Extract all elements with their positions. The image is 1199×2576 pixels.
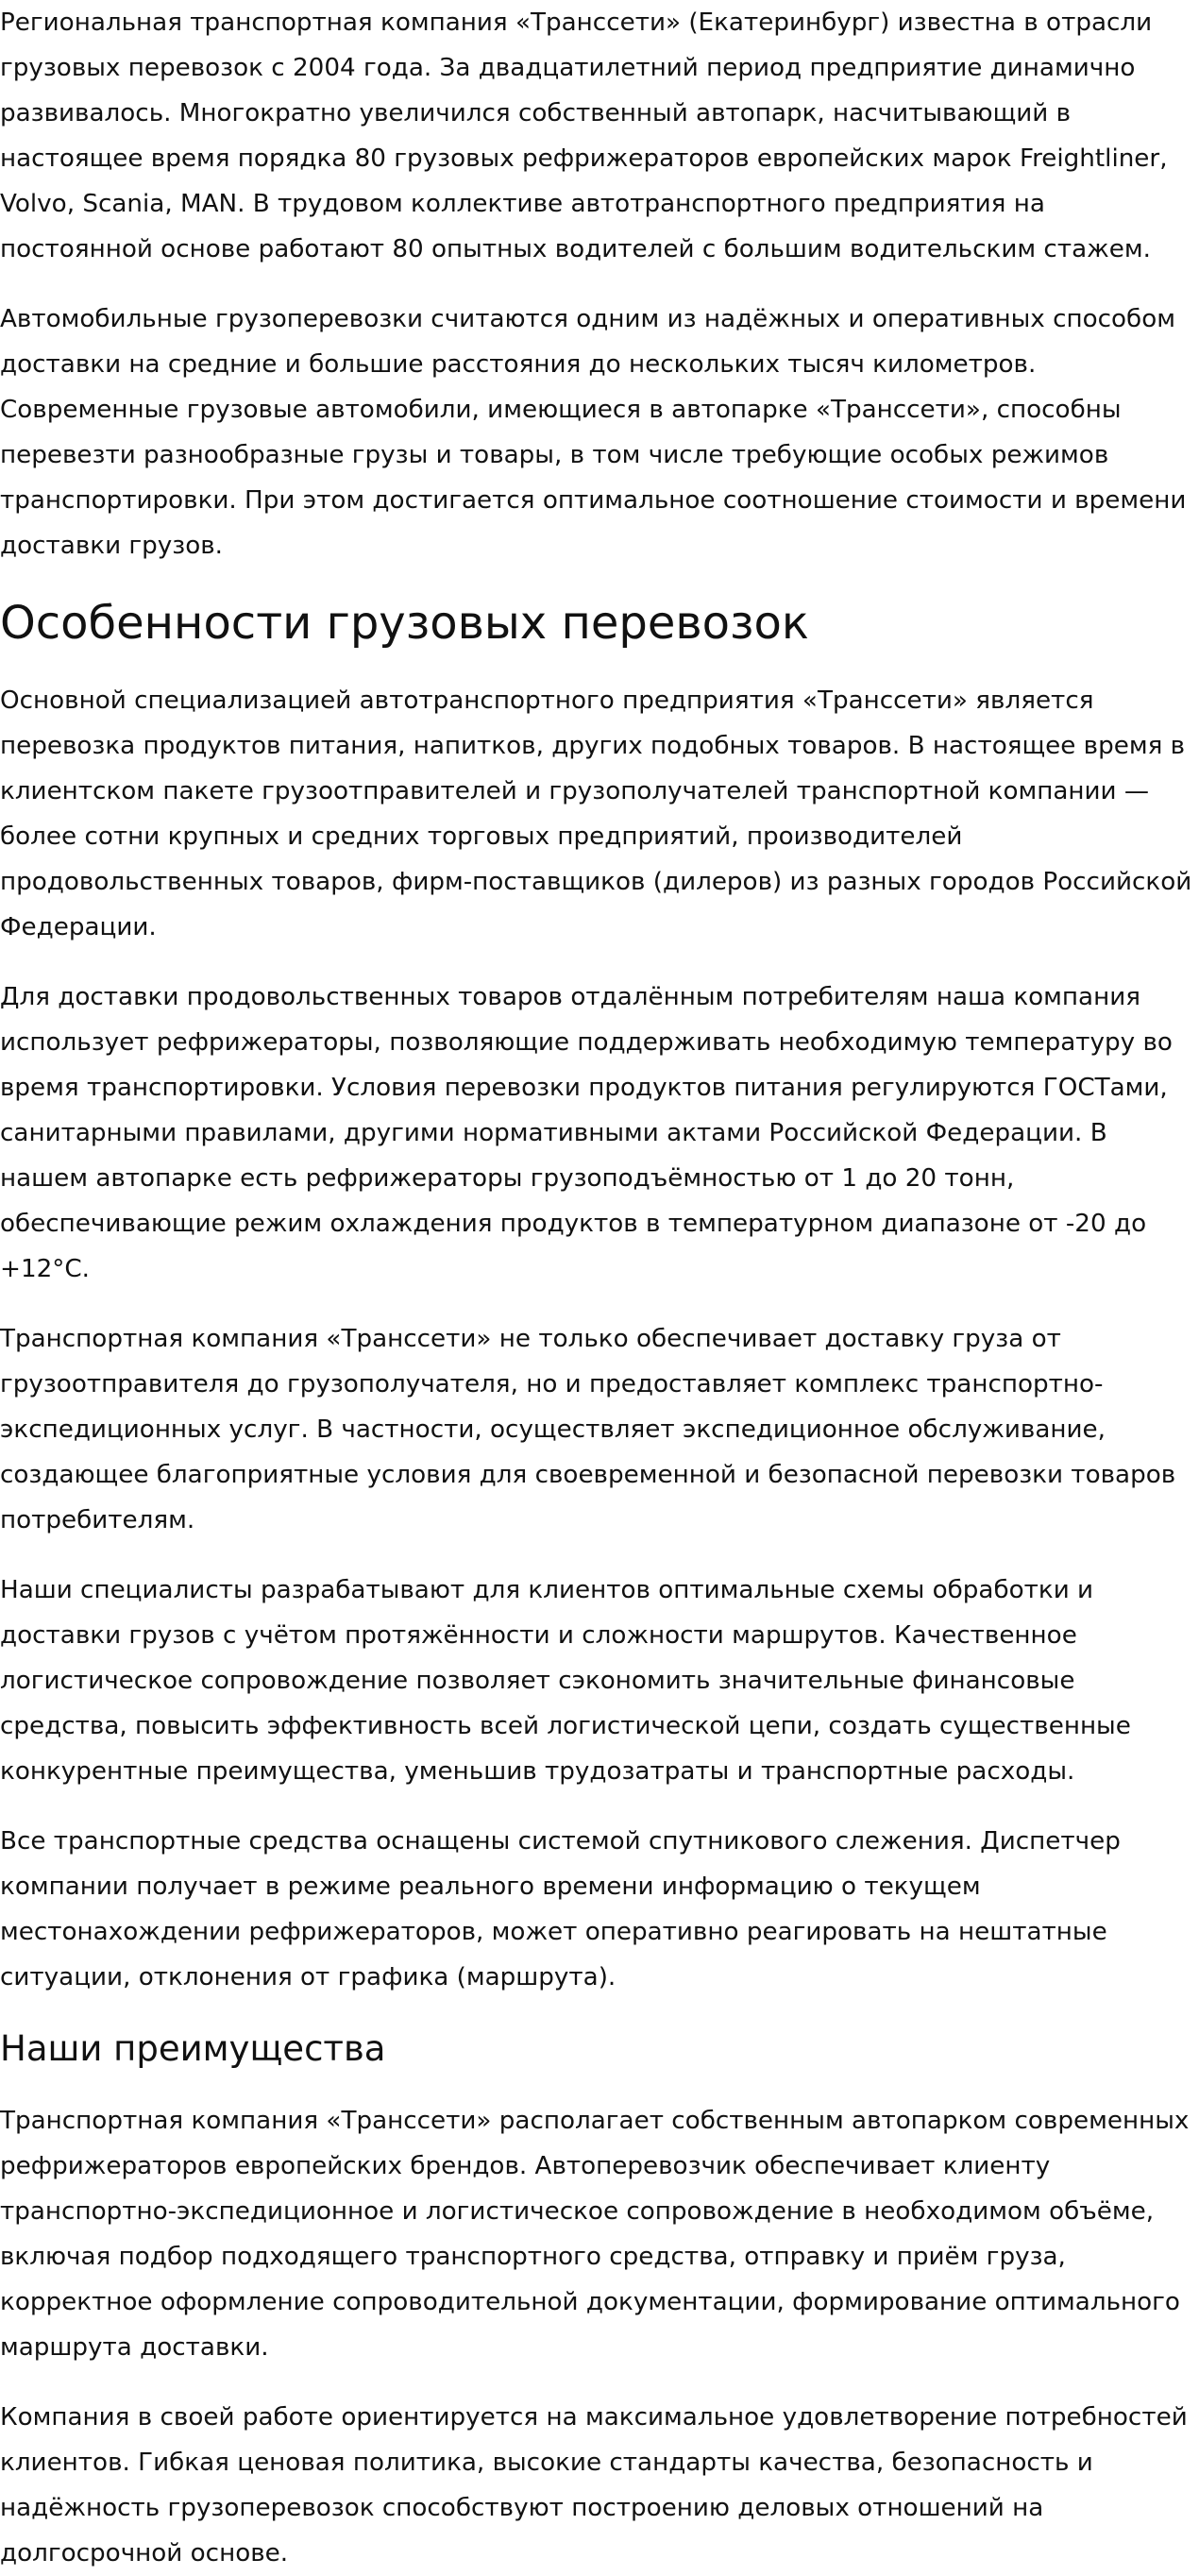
- intro-paragraph-2: Автомобильные грузоперевозки считаются одним из надёжных и оперативных способом доставки на средние и большие расстояния до нескольких тысяч километров. Современные грузовые автомобили, имеющиеся в автопарке «Транссети», способны перевезти разнообразные грузы и товары, в том числе требующие особых режимов транспортировки. При этом достигается оптимальное соотношение стоимости и времени доставки грузов.: [0, 305, 1187, 560]
- features-paragraph-2: Для доставки продовольственных товаров отдалённым потребителям наша компания использует рефрижераторы, позволяющие поддерживать необходимую температуру во время транспортировки. Условия перевозки продуктов питания регулируются ГОСТами, санитарными правилами, другими нормативными актами Российской Федерации. В нашем автопарке есть рефрижераторы грузоподъёмностью от 1 до 20 тонн, обеспечивающие режим охлаждения продуктов в температурном диапазоне от -20 до +12°C.: [0, 983, 1173, 1283]
- features-paragraph-5: Все транспортные средства оснащены системой спутникового слежения. Диспетчер компании получает в режиме реального времени информацию о текущем местонахождении рефрижераторов, может оперативно реагировать на нештатные ситуации, отклонения от графика (маршрута).: [0, 1827, 1121, 1991]
- advantages-paragraph-1: Транспортная компания «Транссети» располагает собственным автопарком современных рефрижераторов европейских брендов. Автоперевозчик обеспечивает клиенту транспортно-экспедиционное и логистическое сопровождение в необходимом объёме, включая подбор подходящего транспортного средства, отправку и приём груза, корректное оформление сопроводительной документации, формирование оптимального маршрута доставки.: [0, 2107, 1190, 2362]
- advantages-paragraph-2: Компания в своей работе ориентируется на максимальное удовлетворение потребностей клиентов. Гибкая ценовая политика, высокие стандарты качества, безопасность и надёжность грузоперевозок способствуют построению деловых отношений на долгосрочной основе.: [0, 2403, 1188, 2568]
- features-paragraph-4: Наши специалисты разрабатывают для клиентов оптимальные схемы обработки и доставки грузов с учётом протяжённости и сложности маршрутов. Качественное логистическое сопровождение позволяет сэкономить значительные финансовые средства, повысить эффективность всей логистической цепи, создать существенные конкурентные преимущества, уменьшив трудозатраты и транспортные расходы.: [0, 1576, 1131, 1786]
- features-paragraph-1: Основной специализацией автотранспортного предприятия «Транссети» является перевозка продуктов питания, напитков, других подобных товаров. В настоящее время в клиентском пакете грузоотправителей и грузополучателей транспортной компании — более сотни крупных и средних торговых предприятий, производителей продовольственных товаров, фирм-поставщиков (дилеров) из разных городов Российской Федерации.: [0, 686, 1192, 941]
- intro-paragraph-1: Региональная транспортная компания «Транссети» (Екатеринбург) известна в отрасли грузовых перевозок с 2004 года. За двадцатилетний период предприятие динамично развивалось. Многократно увеличился собственный автопарк, насчитывающий в настоящее время порядка 80 грузовых рефрижераторов европейских марок Freightliner, Volvo, Scania, MAN. В трудовом коллективе автотранспортного предприятия на постоянной основе работают 80 опытных водителей с большим водительским стажем.: [0, 8, 1168, 263]
- advantages-heading: Наши преимущества: [0, 2028, 386, 2069]
- features-paragraph-3: Транспортная компания «Транссети» не только обеспечивает доставку груза от грузоотправителя до грузополучателя, но и предоставляет комплекс транспортно-экспедиционных услуг. В частности, осуществляет экспедиционное обслуживание, создающее благоприятные условия для своевременной и безопасной перевозки товаров потребителям.: [0, 1325, 1176, 1534]
- features-heading: Особенности грузовых перевозок: [0, 597, 809, 650]
